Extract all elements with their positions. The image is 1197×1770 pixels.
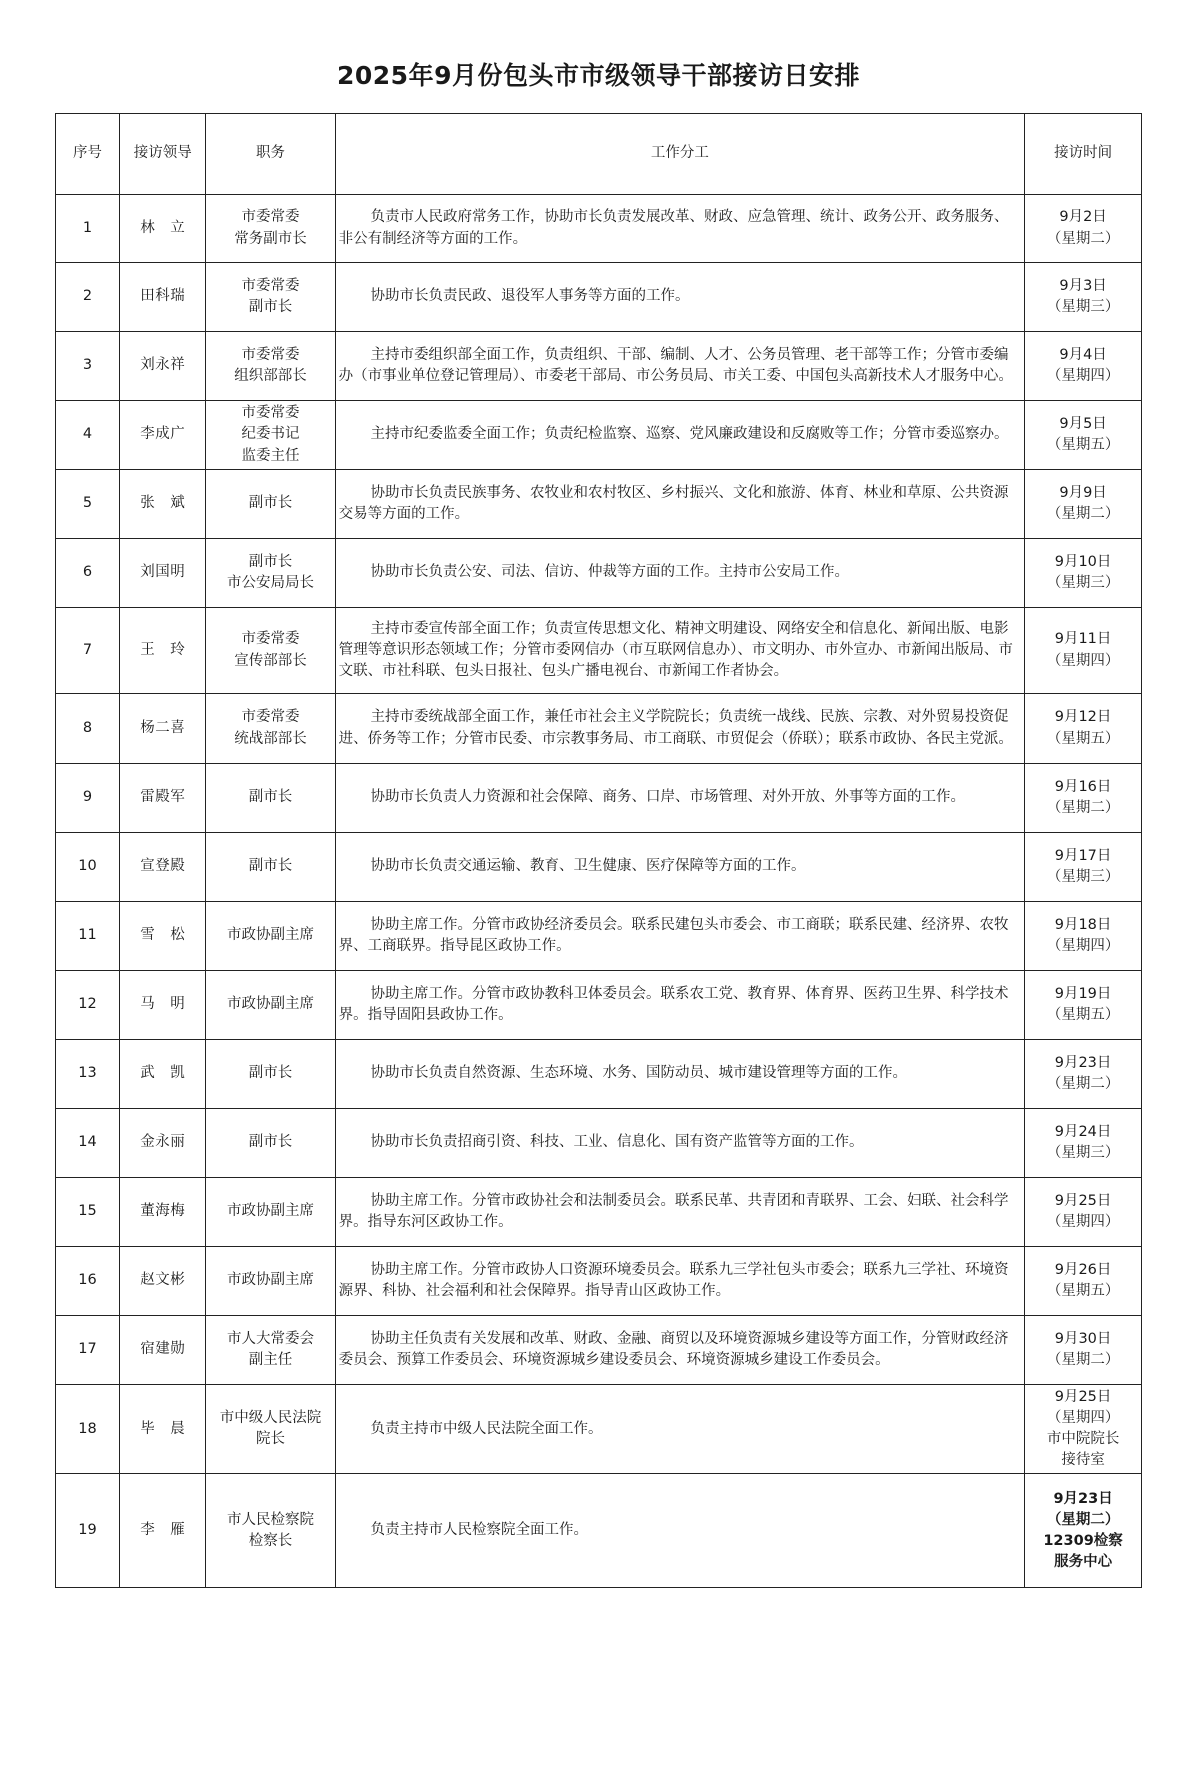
row-number-cell: 12 xyxy=(56,971,120,1040)
leader-name-cell: 马 明 xyxy=(120,971,206,1040)
position-cell xyxy=(206,764,335,833)
time-line: 12309检察 xyxy=(1043,1532,1123,1549)
position-line: 市委常委 xyxy=(241,277,300,294)
header-leader: 接访领导 xyxy=(120,114,206,195)
position-cell xyxy=(206,694,335,764)
leader-name-cell: 赵文彬 xyxy=(120,1247,206,1316)
header-position: 职务 xyxy=(206,114,335,195)
leader-name-cell: 林 立 xyxy=(120,195,206,263)
table-row xyxy=(56,1385,1142,1474)
position-line: 纪委书记 xyxy=(241,426,300,443)
time-line: 9月25日 xyxy=(1054,1389,1112,1405)
reception-time-cell xyxy=(1025,764,1142,833)
time-line: 9月26日 xyxy=(1054,1261,1112,1278)
row-number-cell: 9 xyxy=(56,764,120,833)
position-line: 市公安局局长 xyxy=(227,575,315,591)
time-line: 服务中心 xyxy=(1054,1553,1113,1570)
row-number-cell: 11 xyxy=(56,902,120,971)
leader-name-cell: 董海梅 xyxy=(120,1178,206,1247)
time-line: 9月16日 xyxy=(1054,778,1112,795)
time-line: 9月23日 xyxy=(1054,1054,1112,1071)
position-line: 市政协副主席 xyxy=(227,1203,315,1220)
time-line: （星期二） xyxy=(1046,230,1120,247)
time-line: （星期二） xyxy=(1046,1511,1120,1528)
row-number-cell: 19 xyxy=(56,1474,120,1588)
row-number-cell: 15 xyxy=(56,1178,120,1247)
row-number-cell: 4 xyxy=(56,401,120,470)
time-line: （星期三） xyxy=(1046,299,1120,315)
position-line: 统战部部长 xyxy=(234,730,307,747)
duty-cell: 协助主席工作。分管市政协经济委员会。联系民建包头市委会、市工商联；联系民建、经济界、农牧界、工商联界。指导昆区政协工作。 xyxy=(335,902,1025,971)
reception-time-cell xyxy=(1025,1178,1142,1247)
reception-time-cell xyxy=(1025,1385,1142,1474)
position-cell xyxy=(206,470,335,539)
row-number-cell: 13 xyxy=(56,1040,120,1109)
position-line: 常务副市长 xyxy=(234,230,307,247)
leader-name-cell: 李成广 xyxy=(120,401,206,470)
header-time: 接访时间 xyxy=(1025,114,1142,195)
time-line: （星期五） xyxy=(1046,730,1120,747)
reception-time-cell xyxy=(1025,1316,1142,1385)
time-line: （星期五） xyxy=(1046,1283,1120,1299)
position-line: 副市长 xyxy=(248,1065,293,1082)
row-number-cell: 7 xyxy=(56,608,120,694)
table-body xyxy=(56,195,1142,1588)
time-line: 9月5日 xyxy=(1059,415,1107,432)
table-row xyxy=(56,470,1142,539)
position-cell xyxy=(206,902,335,971)
position-line: 市委常委 xyxy=(241,209,300,226)
time-line: （星期四） xyxy=(1046,1410,1120,1427)
leader-name-cell: 宿建勋 xyxy=(120,1316,206,1385)
position-line: 宣传部部长 xyxy=(234,652,307,669)
time-line: 9月30日 xyxy=(1054,1330,1112,1347)
position-line: 市委常委 xyxy=(241,631,300,648)
duty-cell: 协助主席工作。分管市政协社会和法制委员会。联系民革、共青团和青联界、工会、妇联、社会科学界。指导东河区政协工作。 xyxy=(335,1178,1025,1247)
table-header-row xyxy=(56,114,1142,195)
leader-name-cell: 刘国明 xyxy=(120,539,206,608)
time-line: 9月9日 xyxy=(1059,484,1107,501)
row-number-cell: 18 xyxy=(56,1385,120,1474)
table-row xyxy=(56,1178,1142,1247)
reception-time-cell xyxy=(1025,263,1142,332)
position-line: 副市长 xyxy=(248,789,293,806)
row-number-cell: 10 xyxy=(56,833,120,902)
position-line: 市委常委 xyxy=(241,709,300,726)
duty-cell: 主持市纪委监委全面工作；负责纪检监察、巡察、党风廉政建设和反腐败等工作；分管市委巡察办。 xyxy=(335,401,1025,470)
time-line: 市中院院长 xyxy=(1046,1431,1120,1448)
reception-time-cell xyxy=(1025,608,1142,694)
table-row xyxy=(56,764,1142,833)
schedule-table xyxy=(55,113,1142,1588)
position-line: 市政协副主席 xyxy=(227,1272,315,1289)
leader-name-cell: 武 凯 xyxy=(120,1040,206,1109)
duty-cell: 负责市人民政府常务工作，协助市长负责发展改革、财政、应急管理、统计、政务公开、政务服务、非公有制经济等方面的工作。 xyxy=(335,195,1025,263)
row-number-cell: 1 xyxy=(56,195,120,263)
time-line: （星期四） xyxy=(1046,652,1120,669)
leader-name-cell: 金永丽 xyxy=(120,1109,206,1178)
reception-time-cell xyxy=(1025,539,1142,608)
row-number-cell: 5 xyxy=(56,470,120,539)
row-number-cell: 16 xyxy=(56,1247,120,1316)
duty-cell: 负责主持市中级人民法院全面工作。 xyxy=(335,1385,1025,1474)
leader-name-cell: 毕 晨 xyxy=(120,1385,206,1474)
position-line: 副主任 xyxy=(248,1352,293,1368)
table-row xyxy=(56,833,1142,902)
table-row xyxy=(56,1474,1142,1588)
duty-cell: 协助市长负责交通运输、教育、卫生健康、医疗保障等方面的工作。 xyxy=(335,833,1025,902)
position-line: 副市长 xyxy=(248,1134,293,1151)
position-line: 市政协副主席 xyxy=(227,927,315,944)
position-line: 市委常委 xyxy=(241,346,300,363)
position-cell xyxy=(206,1178,335,1247)
time-line: 9月12日 xyxy=(1054,709,1112,726)
duty-cell: 协助市长负责人力资源和社会保障、商务、口岸、市场管理、对外开放、外事等方面的工作。 xyxy=(335,764,1025,833)
position-line: 市人民检察院 xyxy=(227,1511,315,1528)
position-cell xyxy=(206,401,335,470)
table-row xyxy=(56,971,1142,1040)
duty-cell: 主持市委统战部全面工作，兼任市社会主义学院院长；负责统一战线、民族、宗教、对外贸易投资促进、侨务等工作；分管市民委、市宗教事务局、市工商联、市贸促会（侨联）；联系市政协、各民主党派。 xyxy=(335,694,1025,764)
duty-cell: 主持市委组织部全面工作，负责组织、干部、编制、人才、公务员管理、老干部等工作；分管市委编办（市事业单位登记管理局）、市委老干部局、市公务员局、市关工委、中国包头高新技术人才服务中心。 xyxy=(335,332,1025,401)
row-number-cell: 3 xyxy=(56,332,120,401)
leader-name-cell: 李 雁 xyxy=(120,1474,206,1588)
time-line: 9月19日 xyxy=(1054,985,1112,1002)
table-row xyxy=(56,332,1142,401)
header-duty: 工作分工 xyxy=(335,114,1025,195)
position-cell xyxy=(206,608,335,694)
table-row xyxy=(56,1040,1142,1109)
reception-time-cell xyxy=(1025,1474,1142,1588)
duty-cell: 协助市长负责公安、司法、信访、仲裁等方面的工作。主持市公安局工作。 xyxy=(335,539,1025,608)
position-cell xyxy=(206,1109,335,1178)
table-row xyxy=(56,608,1142,694)
row-number-cell: 14 xyxy=(56,1109,120,1178)
time-line: （星期二） xyxy=(1046,1076,1120,1092)
position-cell xyxy=(206,1474,335,1588)
time-line: 9月18日 xyxy=(1054,916,1112,933)
time-line: 9月4日 xyxy=(1059,346,1107,363)
time-line: （星期二） xyxy=(1046,506,1120,522)
header-num: 序号 xyxy=(56,114,120,195)
time-line: （星期三） xyxy=(1046,869,1120,885)
reception-time-cell xyxy=(1025,694,1142,764)
time-line: 9月10日 xyxy=(1054,553,1112,570)
time-line: （星期二） xyxy=(1046,800,1120,816)
table-row xyxy=(56,694,1142,764)
time-line: （星期五） xyxy=(1046,1007,1120,1023)
position-line: 监委主任 xyxy=(241,447,300,464)
time-line: 9月17日 xyxy=(1054,847,1112,864)
position-line: 副市长 xyxy=(248,495,293,512)
time-line: 9月2日 xyxy=(1059,209,1107,226)
duty-cell: 负责主持市人民检察院全面工作。 xyxy=(335,1474,1025,1588)
reception-time-cell xyxy=(1025,902,1142,971)
table-row xyxy=(56,401,1142,470)
position-line: 副市长 xyxy=(248,299,293,315)
leader-name-cell: 雪 松 xyxy=(120,902,206,971)
duty-cell: 协助市长负责自然资源、生态环境、水务、国防动员、城市建设管理等方面的工作。 xyxy=(335,1040,1025,1109)
time-line: 接待室 xyxy=(1061,1452,1105,1469)
table-row xyxy=(56,1247,1142,1316)
position-line: 副市长 xyxy=(248,553,293,570)
reception-time-cell xyxy=(1025,332,1142,401)
row-number-cell: 2 xyxy=(56,263,120,332)
time-line: （星期四） xyxy=(1046,368,1120,384)
reception-time-cell xyxy=(1025,195,1142,263)
time-line: 9月3日 xyxy=(1059,277,1107,294)
table-row xyxy=(56,1109,1142,1178)
leader-name-cell: 雷殿军 xyxy=(120,764,206,833)
duty-cell: 协助市长负责民族事务、农牧业和农村牧区、乡村振兴、文化和旅游、体育、林业和草原、公共资源交易等方面的工作。 xyxy=(335,470,1025,539)
position-cell xyxy=(206,195,335,263)
time-line: 9月11日 xyxy=(1054,631,1112,648)
position-line: 市中级人民法院 xyxy=(219,1410,322,1427)
page-title: 2025年9月份包头市市级领导干部接访日安排 xyxy=(337,61,860,90)
duty-cell: 协助主席工作。分管市政协人口资源环境委员会。联系九三学社包头市委会；联系九三学社、环境资源界、科协、社会福利和社会保障界。指导青山区政协工作。 xyxy=(335,1247,1025,1316)
duty-cell: 主持市委宣传部全面工作；负责宣传思想文化、精神文明建设、网络安全和信息化、新闻出版、电影管理等意识形态领域工作；分管市委网信办（市互联网信息办）、市文明办、市外宣办、市新闻出版局、市文联、市社科联、包头日报社、包头广播电视台、市新闻工作者协会。 xyxy=(335,608,1025,694)
leader-name-cell: 田科瑞 xyxy=(120,263,206,332)
table-row xyxy=(56,539,1142,608)
duty-cell: 协助市长负责民政、退役军人事务等方面的工作。 xyxy=(335,263,1025,332)
leader-name-cell: 王 玲 xyxy=(120,608,206,694)
table-row xyxy=(56,195,1142,263)
leader-name-cell: 张 斌 xyxy=(120,470,206,539)
position-cell xyxy=(206,1385,335,1474)
table-row xyxy=(56,263,1142,332)
time-line: （星期二） xyxy=(1046,1352,1120,1368)
reception-time-cell xyxy=(1025,971,1142,1040)
position-line: 检察长 xyxy=(248,1532,293,1549)
leader-name-cell: 宣登殿 xyxy=(120,833,206,902)
time-line: （星期四） xyxy=(1046,938,1120,954)
row-number-cell: 17 xyxy=(56,1316,120,1385)
reception-time-cell xyxy=(1025,1040,1142,1109)
reception-time-cell xyxy=(1025,1109,1142,1178)
time-line: （星期三） xyxy=(1046,1145,1120,1161)
position-cell xyxy=(206,263,335,332)
reception-time-cell xyxy=(1025,833,1142,902)
position-cell xyxy=(206,1247,335,1316)
position-cell xyxy=(206,332,335,401)
leader-name-cell: 刘永祥 xyxy=(120,332,206,401)
time-line: 9月23日 xyxy=(1053,1490,1113,1507)
duty-cell: 协助市长负责招商引资、科技、工业、信息化、国有资产监管等方面的工作。 xyxy=(335,1109,1025,1178)
position-line: 院长 xyxy=(256,1431,286,1448)
time-line: 9月24日 xyxy=(1054,1123,1112,1140)
position-cell xyxy=(206,1316,335,1385)
duty-cell: 协助主任负责有关发展和改革、财政、金融、商贸以及环境资源城乡建设等方面工作，分管财政经济委员会、预算工作委员会、环境资源城乡建设委员会、环境资源城乡建设工作委员会。 xyxy=(335,1316,1025,1385)
position-cell xyxy=(206,971,335,1040)
row-number-cell: 8 xyxy=(56,694,120,764)
position-line: 市人大常委会 xyxy=(227,1330,315,1347)
reception-time-cell xyxy=(1025,1247,1142,1316)
position-line: 副市长 xyxy=(248,858,293,875)
position-line: 市政协副主席 xyxy=(227,996,315,1013)
reception-time-cell xyxy=(1025,470,1142,539)
table-row xyxy=(56,1316,1142,1385)
position-cell xyxy=(206,833,335,902)
time-line: 9月25日 xyxy=(1054,1192,1112,1209)
leader-name-cell: 杨二喜 xyxy=(120,694,206,764)
table-row xyxy=(56,902,1142,971)
position-cell xyxy=(206,1040,335,1109)
duty-cell: 协助主席工作。分管市政协教科卫体委员会。联系农工党、教育界、体育界、医药卫生界、科学技术界。指导固阳县政协工作。 xyxy=(335,971,1025,1040)
reception-time-cell xyxy=(1025,401,1142,470)
position-cell xyxy=(206,539,335,608)
time-line: （星期三） xyxy=(1046,575,1120,591)
position-line: 市委常委 xyxy=(241,405,300,422)
time-line: （星期五） xyxy=(1046,437,1120,453)
row-number-cell: 6 xyxy=(56,539,120,608)
position-line: 组织部部长 xyxy=(234,368,307,384)
time-line: （星期四） xyxy=(1046,1214,1120,1230)
